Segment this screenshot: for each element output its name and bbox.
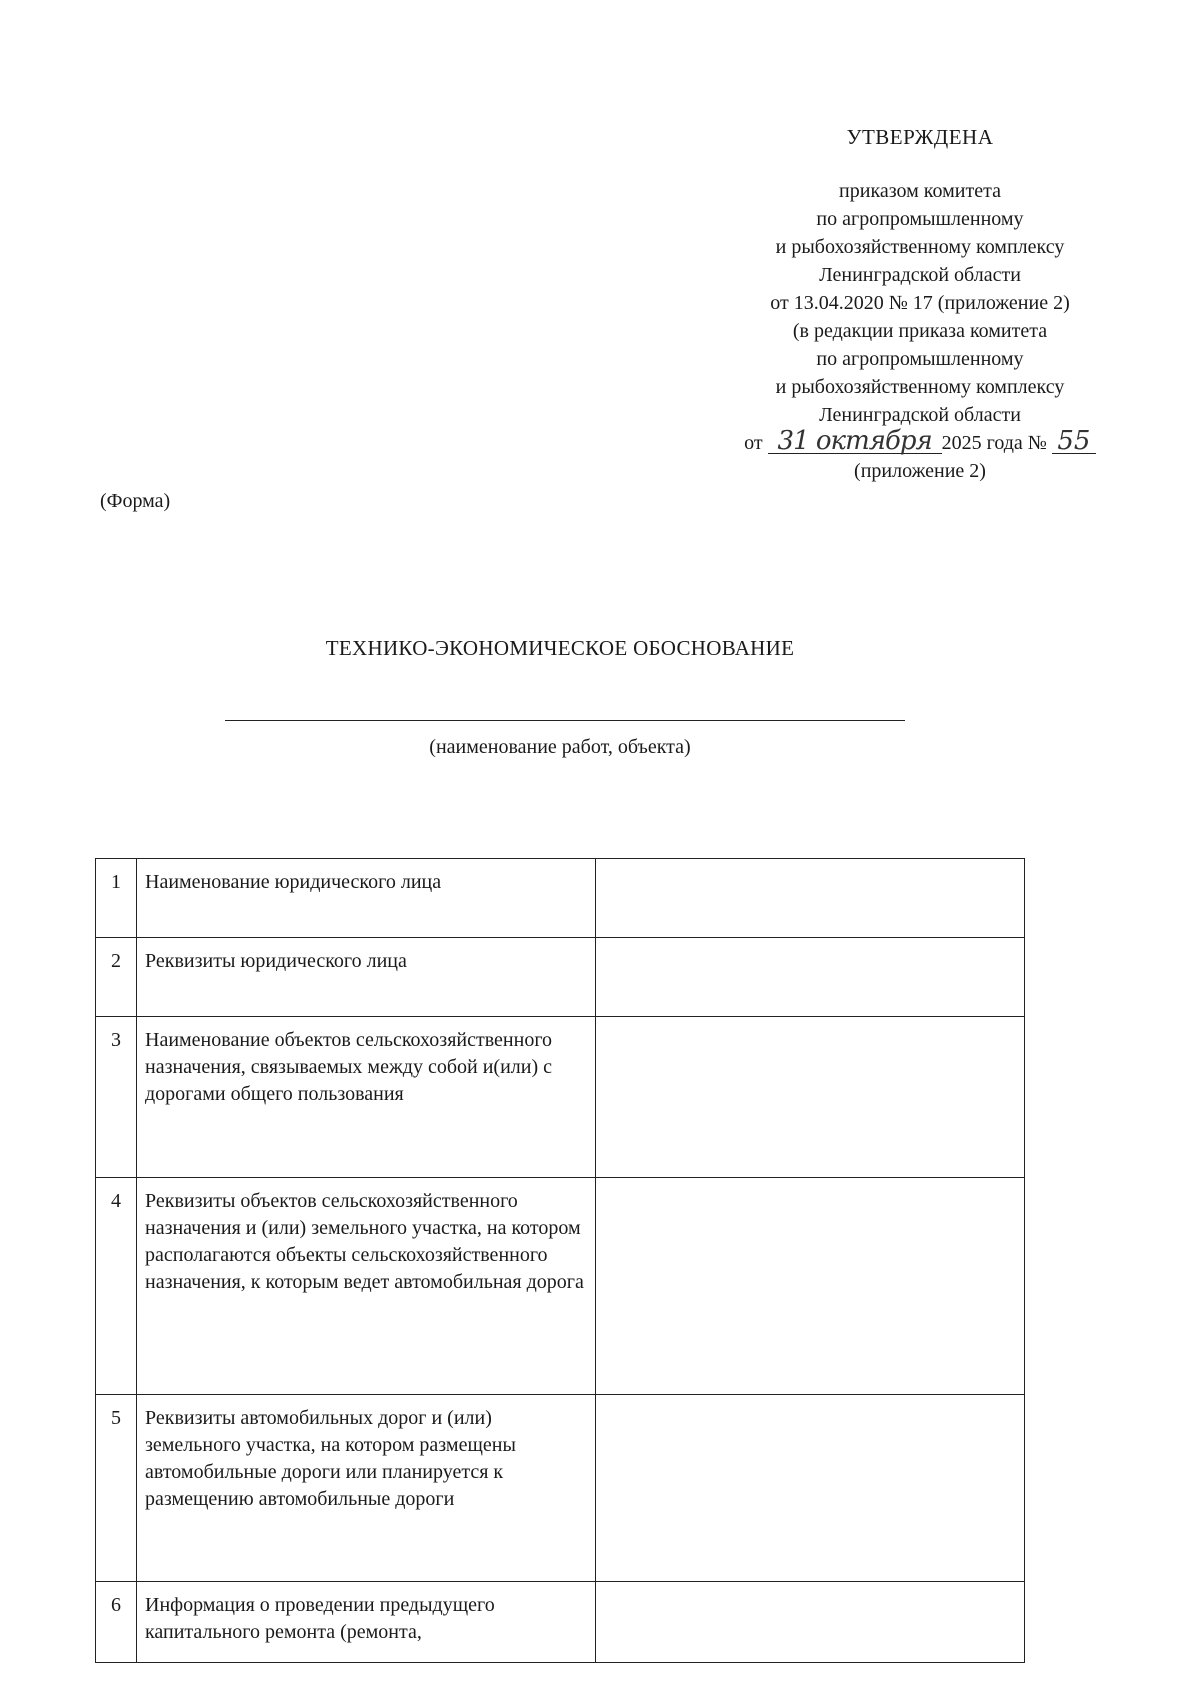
table-row bbox=[96, 859, 1025, 938]
approval-line: (в редакции приказа комитета bbox=[792, 320, 1048, 342]
row-label: Наименование объектов сельскохозяйственного назначения, связываемых между собой и(или) с дорогами общего пользования bbox=[137, 1017, 596, 1178]
handwritten-date: 31 октября bbox=[768, 429, 942, 454]
table-row bbox=[96, 1178, 1025, 1395]
table-row bbox=[96, 1395, 1025, 1582]
table-row bbox=[96, 1017, 1025, 1178]
row-value-cell[interactable] bbox=[596, 1582, 1025, 1663]
approval-line: и рыбохозяйственному комплексу bbox=[775, 376, 1065, 398]
approval-line: приказом комитета bbox=[839, 180, 1001, 202]
document-title: ТЕХНИКО-ЭКОНОМИЧЕСКОЕ ОБОСНОВАНИЕ bbox=[325, 636, 795, 660]
row-number: 6 bbox=[96, 1582, 137, 1663]
table-row bbox=[96, 938, 1025, 1017]
blank-caption: (наименование работ, объекта) bbox=[429, 736, 691, 758]
approval-line: по агропромышленному bbox=[816, 348, 1024, 370]
approval-block bbox=[730, 123, 1110, 485]
row-label: Информация о проведении предыдущего капитального ремонта (ремонта, bbox=[137, 1582, 596, 1663]
row-value-cell[interactable] bbox=[596, 1178, 1025, 1395]
approval-line: по агропромышленному bbox=[816, 208, 1024, 230]
row-number: 1 bbox=[96, 859, 137, 938]
row-number: 5 bbox=[96, 1395, 137, 1582]
row-label: Реквизиты автомобильных дорог и (или) земельного участка, на котором размещены автомобильные дороги или планируется к размещению автомобильные дороги bbox=[137, 1395, 596, 1582]
date-prefix: от bbox=[744, 432, 763, 454]
row-label: Наименование юридического лица bbox=[137, 859, 596, 938]
table-row bbox=[96, 1582, 1025, 1663]
blank-fill-line bbox=[225, 720, 905, 721]
approval-appendix: (приложение 2) bbox=[854, 460, 986, 482]
approval-line: и рыбохозяйственному комплексу bbox=[775, 236, 1065, 258]
row-number: 2 bbox=[96, 938, 137, 1017]
row-label: Реквизиты объектов сельскохозяйственного назначения и (или) земельного участка, на котором располагаются объекты сельскохозяйственного назначения, к которым ведет автомобильная дорога bbox=[137, 1178, 596, 1395]
approval-heading: УТВЕРЖДЕНА bbox=[846, 125, 994, 149]
row-label: Реквизиты юридического лица bbox=[137, 938, 596, 1017]
row-value-cell[interactable] bbox=[596, 938, 1025, 1017]
row-value-cell[interactable] bbox=[596, 1395, 1025, 1582]
approval-line: от 13.04.2020 № 17 (приложение 2) bbox=[770, 292, 1070, 314]
row-number: 3 bbox=[96, 1017, 137, 1178]
row-value-cell[interactable] bbox=[596, 859, 1025, 938]
handwritten-number: 55 bbox=[1052, 429, 1096, 454]
row-number: 4 bbox=[96, 1178, 137, 1395]
approval-line: Ленинградской области bbox=[819, 264, 1021, 286]
form-table bbox=[95, 858, 1025, 1663]
row-value-cell[interactable] bbox=[596, 1017, 1025, 1178]
approval-date-line bbox=[730, 426, 1110, 457]
approval-line: Ленинградской области bbox=[819, 404, 1021, 426]
form-label: (Форма) bbox=[100, 490, 171, 512]
year-text: 2025 года № bbox=[941, 432, 1047, 454]
